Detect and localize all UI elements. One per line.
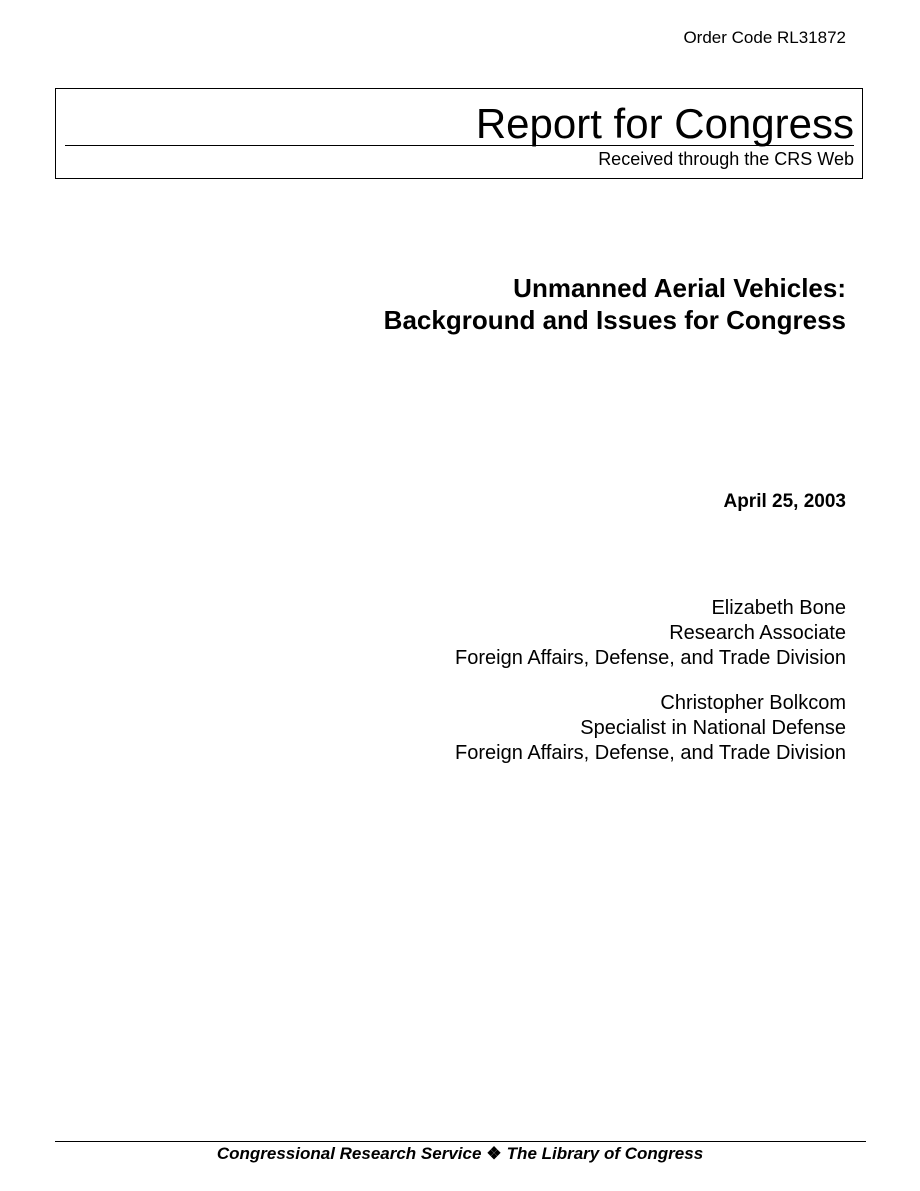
author-role: Research Associate	[669, 622, 846, 644]
author-name: Christopher Bolkcom	[660, 692, 846, 714]
report-banner	[55, 88, 863, 179]
banner-subtitle: Received through the CRS Web	[598, 149, 854, 169]
footer-library: The Library of Congress	[506, 1144, 704, 1163]
author-role: Specialist in National Defense	[580, 717, 846, 739]
footer	[0, 1143, 920, 1165]
banner-divider	[65, 145, 854, 146]
author-division: Foreign Affairs, Defense, and Trade Division	[455, 742, 846, 764]
report-date: April 25, 2003	[723, 491, 846, 512]
author-block	[455, 596, 846, 671]
banner-title: Report for Congress	[475, 100, 854, 147]
order-code: Order Code RL31872	[683, 28, 846, 47]
report-title	[384, 272, 846, 336]
diamond-separator-icon: ❖	[486, 1144, 502, 1163]
report-title-line-1: Unmanned Aerial Vehicles:	[513, 273, 846, 303]
footer-publisher: Congressional Research Service	[216, 1144, 482, 1163]
author-name: Elizabeth Bone	[711, 597, 846, 619]
footer-divider	[55, 1141, 866, 1142]
author-block	[455, 691, 846, 766]
author-division: Foreign Affairs, Defense, and Trade Division	[455, 647, 846, 669]
report-title-line-2: Background and Issues for Congress	[383, 305, 846, 335]
